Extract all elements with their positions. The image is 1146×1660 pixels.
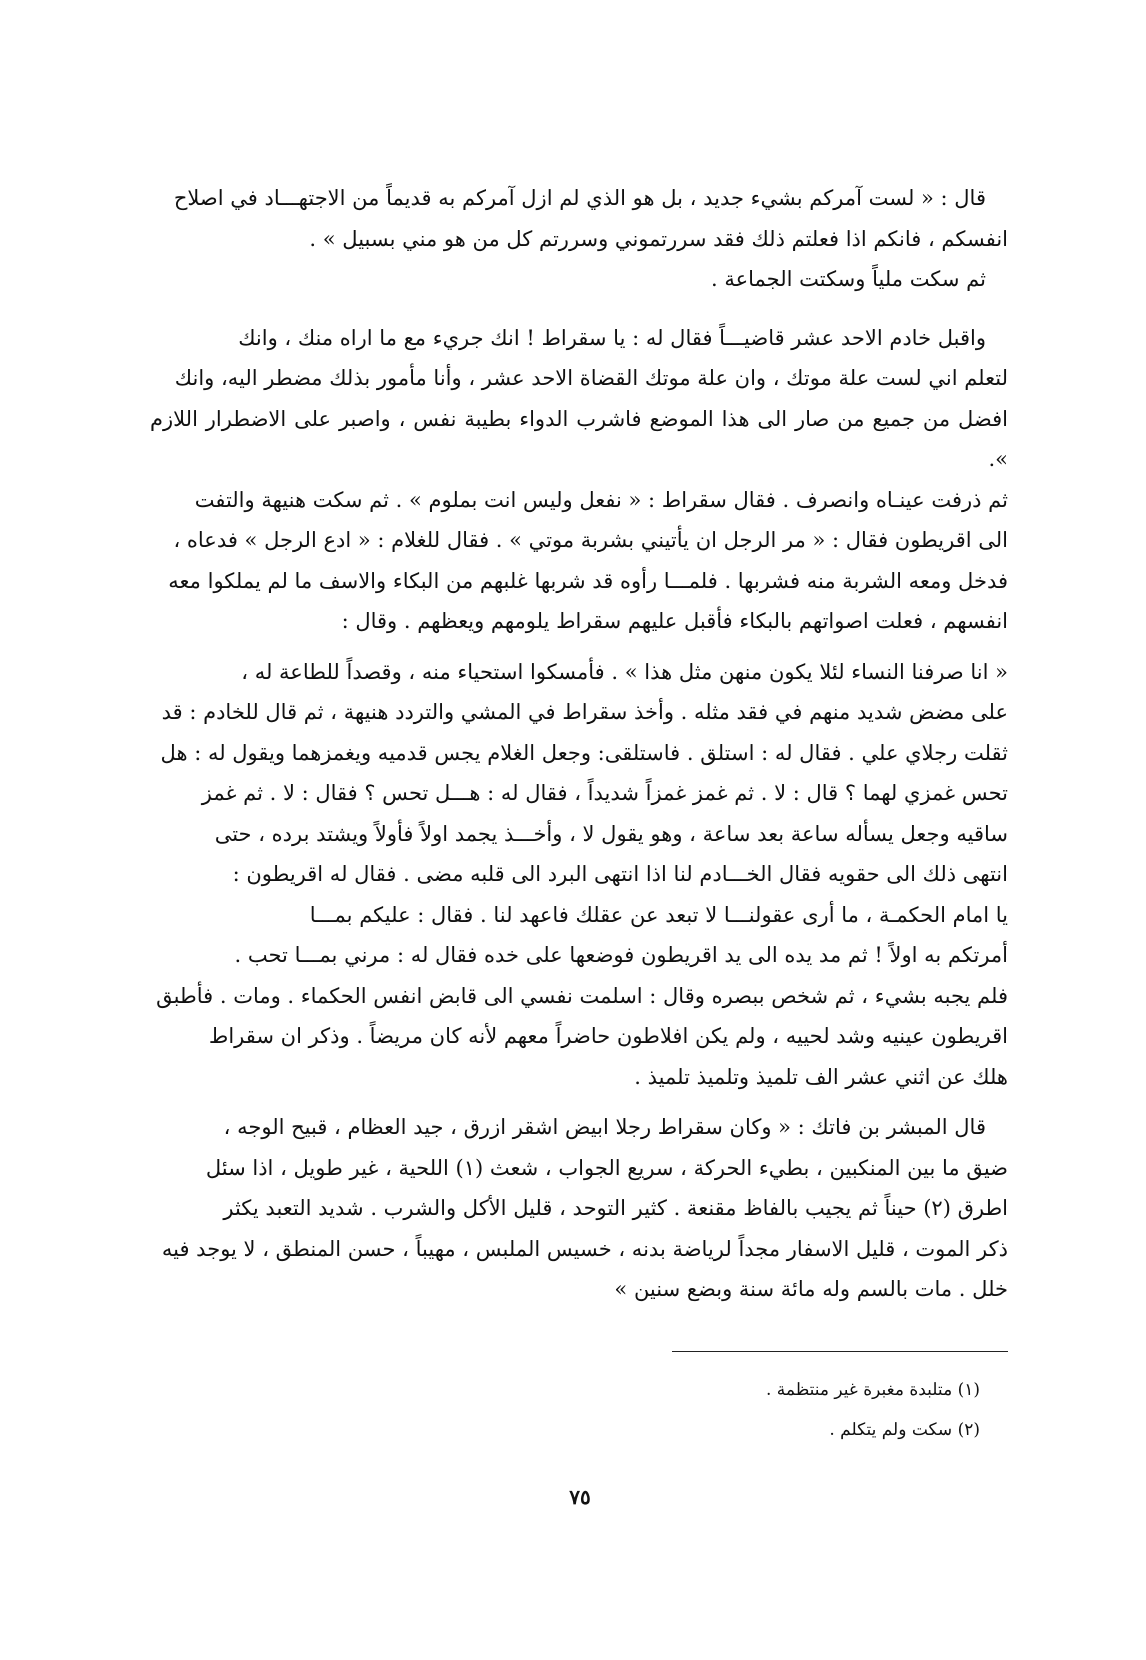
text-line: ثقلت رجلاي علي . فقال له : استلق . فاستلقى: وجعل الغلام يجس قدميه ويغمزهما ويقول له : هل <box>160 740 1008 765</box>
paragraph-spacer <box>150 642 1008 652</box>
paragraph-2 <box>150 318 1008 642</box>
text-line: الى اقريطون فقال : « مر الرجل ان يأتيني بشربة موتي » . فقال للغلام : « ادع الرجل » فدعاه ، <box>173 528 1008 552</box>
text-line: يا امام الحكمـة ، ما أرى عقولنـــا لا تبعد عن عقلك فاعهد لنا . فقال : عليكم بمـــا <box>309 902 1008 927</box>
text-line: قال المبشر بن فاتك : « وكان سقراط رجلا ابيض اشقر ازرق ، جيد العظام ، قبيح الوجه ، <box>223 1115 986 1139</box>
text-line: « انا صرفنا النساء لئلا يكون منهن مثل هذا » . فأمسكوا استحياء منه ، وقصداً للطاعة له ، <box>241 659 1008 684</box>
page-number: ٧٥ <box>569 1485 591 1509</box>
text-line: انفسكم ، فانكم اذا فعلتم ذلك فقد سررتموني وسررتم كل من هو مني بسبيل » . <box>309 226 1008 251</box>
paragraph-1 <box>150 178 1008 300</box>
paragraph-4 <box>150 1107 1008 1310</box>
page-body <box>150 178 1008 1310</box>
paragraph-spacer <box>150 300 1008 318</box>
text-line: هلك عن اثني عشر الف تلميذ وتلميذ تلميذ . <box>634 1064 1008 1089</box>
text-line: اقريطون عينيه وشد لحييه ، ولم يكن افلاطون حاضراً معهم لأنه كان مريضاً . وذكر ان سقراط <box>208 1024 1008 1048</box>
text-line: ذكر الموت ، قليل الاسفار مجداً لرياضة بدنه ، خسيس الملبس ، مهيباً ، حسن المنطق ، لا يوجد فيه <box>161 1236 1008 1261</box>
text-line: ضيق ما بين المنكبين ، بطيء الحركة ، سريع الجواب ، شعث (١) اللحية ، غير طويل ، اذا سئل <box>205 1155 1008 1180</box>
text-line: خلل . مات بالسم وله مائة سنة وبضع سنين » <box>614 1277 1008 1301</box>
text-line: فدخل ومعه الشربة منه فشربها . فلمـــا رأوه قد شربها غلبهم من البكاء والاسف ما لم يملكوا معه <box>168 568 1008 593</box>
text-line: على مضض شديد منهم في فقد مثله . وأخذ سقراط في المشي والتردد هنيهة ، ثم قال للخادم : قد <box>161 700 1008 724</box>
text-line: ساقيه وجعل يسأله ساعة بعد ساعة ، وهو يقول لا ، وأخـــذ يجمد اولاً فأولاً ويشتد برده ، حتى <box>214 821 1008 846</box>
paragraph-3 <box>150 652 1008 1098</box>
text-line: انفسهم ، فعلت اصواتهم بالبكاء فأقبل عليهم سقراط يلومهم ويعظهم . وقال : <box>341 609 1008 633</box>
footnote-divider <box>672 1351 1008 1352</box>
text-line: ثم سكت ملياً وسكتت الجماعة . <box>710 267 986 291</box>
text-line: اطرق (٢) حيناً ثم يجيب بالفاظ مقنعة . كثير التوحد ، قليل الأكل والشرب . شديد التعبد يكثر <box>223 1196 1008 1220</box>
text-line: تحس غمزي لهما ؟ قال : لا . ثم غمز غمزاً شديداً ، فقال له : هـــل تحس ؟ فقال : لا . ثم غمز <box>201 781 1008 805</box>
text-line: ثم ذرفت عينـاه وانصرف . فقال سقراط : « نفعل وليس انت بملوم » . ثم سكت هنيهة والتفت <box>194 487 1008 512</box>
text-line: انتهى ذلك الى حقويه فقال الخـــادم لنا اذا انتهى البرد الى قلبه مضى . فقال له اقريطون : <box>232 862 1008 886</box>
paragraph-spacer <box>150 1097 1008 1107</box>
footnote-2: (٢) سكت ولم يتكلم . <box>829 1420 980 1440</box>
text-line: فلم يجبه بشيء ، ثم شخص ببصره وقال : اسلمت نفسي الى قابض انفس الحكماء . ومات . فأطبق <box>156 983 1008 1008</box>
footnote-1: (١) متلبدة مغبرة غير منتظمة . <box>765 1380 980 1400</box>
text-line: لتعلم اني لست علة موتك ، وان علة موتك القضاة الاحد عشر ، وأنا مأمور بذلك مضطر اليه، وانك <box>174 366 1008 390</box>
text-line: افضل من جميع من صار الى هذا الموضع فاشرب الدواء بطيبة نفس ، واصبر على الاضطرار اللازم ». <box>150 406 1008 471</box>
text-line: قال : « لست آمركم بشيء جديد ، بل هو الذي لم ازل آمركم به قديماً من الاجتهـــاد في اصلاح <box>173 186 986 210</box>
footnotes <box>600 1372 980 1452</box>
text-line: أمرتكم به اولاً ! ثم مد يده الى يد اقريطون فوضعها على خده فقال له : مرني بمـــا تحب . <box>234 943 1008 967</box>
text-line: واقبل خادم الاحد عشر قاضيـــاً فقال له : يا سقراط ! انك جريء مع ما اراه منك ، وانك <box>238 325 986 350</box>
